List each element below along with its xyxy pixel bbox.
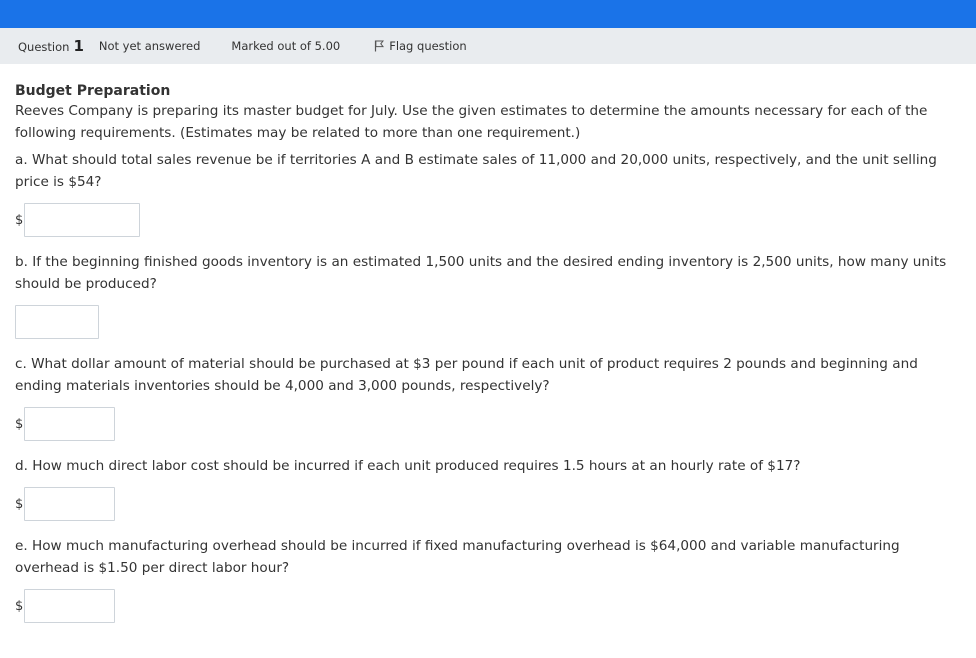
question-intro: Reeves Company is preparing its master budget for July. Use the given estimates to determine the amounts necessary for each of the following requirements. (Estimates may be related to more than one requirement.) xyxy=(15,103,928,141)
question-info-bar xyxy=(0,28,976,64)
part-e-text: e. How much manufacturing overhead should be incurred if fixed manufacturing overhead is $64,000 and variable manufacturing overhead is $1.50 per direct labor hour? xyxy=(15,538,900,576)
part-d-answer-row xyxy=(15,486,960,522)
part-d-text: d. How much direct labor cost should be incurred if each unit produced requires 1.5 hours at an hourly rate of $17? xyxy=(15,458,801,474)
part-e-answer-input[interactable] xyxy=(24,589,115,623)
question-label xyxy=(18,37,84,55)
part-b-answer-row xyxy=(15,304,960,340)
part-b-answer-input[interactable] xyxy=(15,305,99,339)
part-b xyxy=(15,251,960,340)
part-a-answer-input[interactable] xyxy=(24,203,140,237)
question-content xyxy=(0,64,976,624)
part-b-text: b. If the beginning finished goods inventory is an estimated 1,500 units and the desired ending inventory is 2,500 units, how many units should be produced? xyxy=(15,254,947,292)
part-c xyxy=(15,353,960,442)
question-marks: Marked out of 5.00 xyxy=(231,39,341,53)
dollar-sign: $ xyxy=(15,496,24,512)
part-d-answer-input[interactable] xyxy=(24,487,115,521)
part-a-text: a. What should total sales revenue be if territories A and B estimate sales of 11,000 and 20,000 units, respectively, and the unit selling price is $54? xyxy=(15,152,937,190)
flag-question-label: Flag question xyxy=(389,39,467,53)
flag-icon xyxy=(374,40,384,52)
top-bar xyxy=(0,0,976,28)
dollar-sign: $ xyxy=(15,212,24,228)
flag-question-link[interactable] xyxy=(374,39,467,53)
question-number: 1 xyxy=(73,37,84,55)
question-title: Budget Preparation xyxy=(15,83,171,99)
part-a xyxy=(15,149,960,238)
question-label-text: Question xyxy=(18,40,70,54)
part-c-text: c. What dollar amount of material should be purchased at $3 per pound if each unit of product requires 2 pounds and beginning and ending materials inventories should be 4,000 and 3,000 pounds, respectively? xyxy=(15,356,918,394)
dollar-sign: $ xyxy=(15,416,24,432)
part-e-answer-row xyxy=(15,588,960,624)
part-c-answer-row xyxy=(15,406,960,442)
part-d xyxy=(15,455,960,522)
question-state: Not yet answered xyxy=(98,39,201,53)
part-c-answer-input[interactable] xyxy=(24,407,115,441)
part-e xyxy=(15,535,960,624)
dollar-sign: $ xyxy=(15,598,24,614)
part-a-answer-row xyxy=(15,202,960,238)
